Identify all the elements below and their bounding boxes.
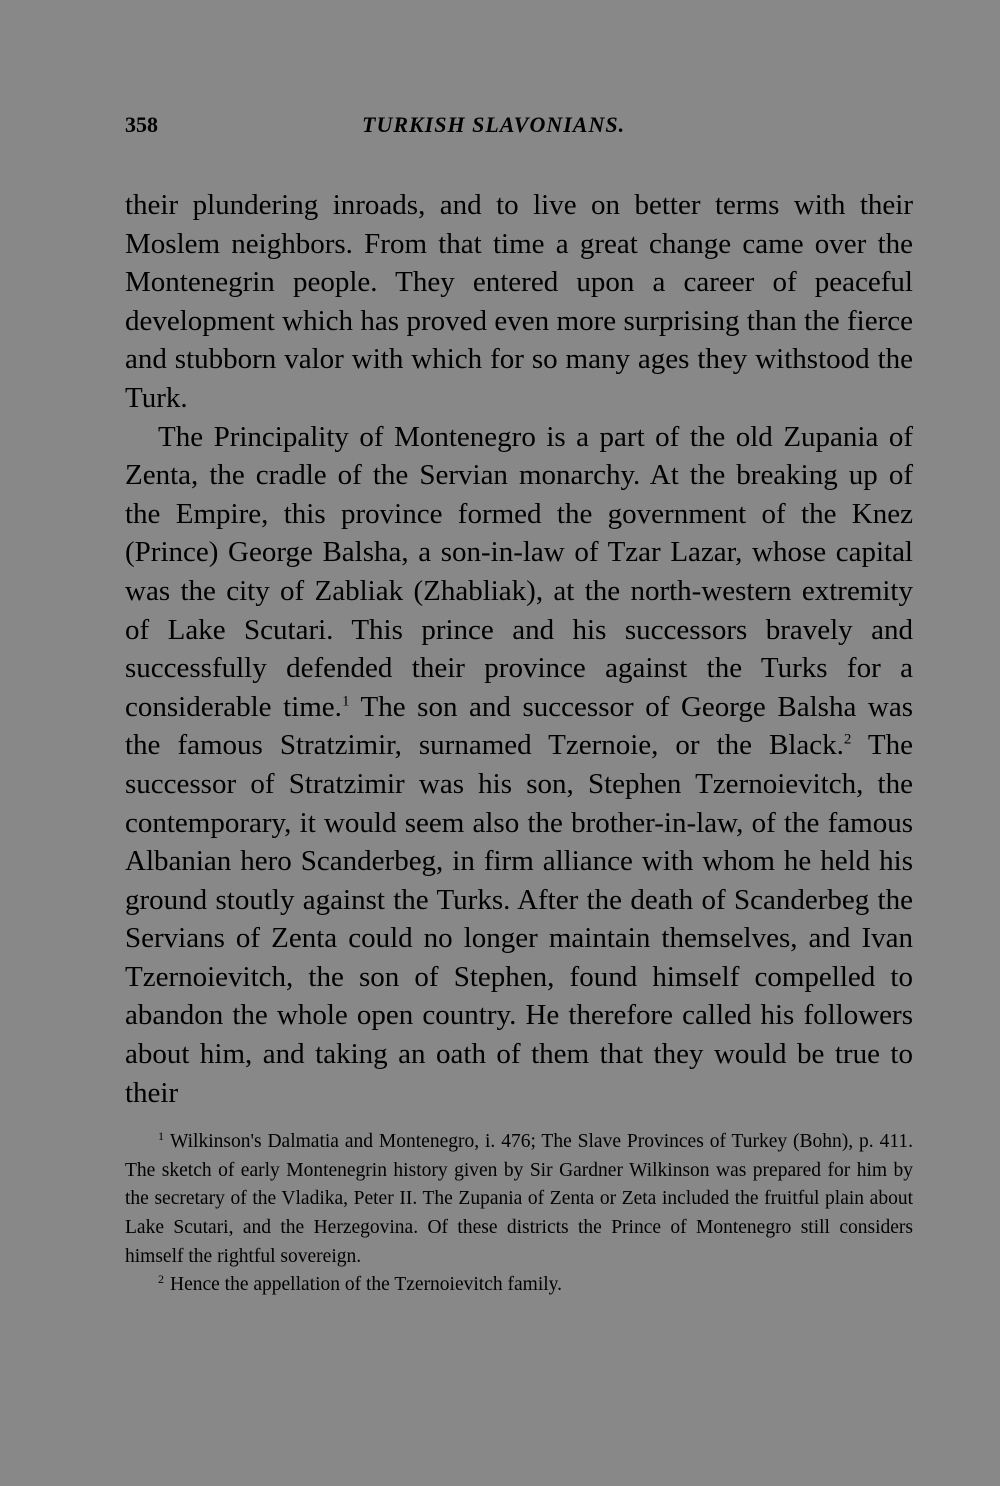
footnote-ref-1: 1: [341, 693, 350, 710]
running-title: TURKISH SLAVONIANS.: [362, 112, 626, 137]
paragraph-2: [125, 418, 913, 1113]
page-header: [125, 112, 913, 146]
footnote-2-mark: 2: [158, 1271, 164, 1286]
paragraph-2-part-2: The son and successor of George Balsha was the famous Stratzimir, surnamed Tzernoie, or the Black.: [125, 690, 913, 762]
footnote-1-mark: 1: [158, 1128, 164, 1143]
footnote-2: [125, 1271, 913, 1300]
paragraph-2-part-1: The Principality of Montenegro is a part of the old Zupania of Zenta, the cradle of the Servian monarchy. At the breaking up of the Empire, this province formed the government of the Knez (Prince) George Balsha, a son-in-law of Tzar Lazar, whose capital was the city of Zabliak (Zhabliak), at the north-western extremity of Lake Scutari. This prince and his successors bravely and successfully defended their province against the Turks for a considerable time.: [125, 420, 913, 723]
footnote-ref-2: 2: [843, 731, 852, 748]
footnote-1-text: Wilkinson's Dalmatia and Montenegro, i. 476; The Slave Provinces of Turkey (Bohn), p. 411. The sketch of early Montenegrin history given by Sir Gardner Wilkinson was prepared for him by the secretary of the Vladika, Peter II. The Zupania of Zenta or Zeta included the fruitful plain about Lake Scutari, and the Herzegovina. Of these districts the Prince of Montenegro still considers himself the rightful sovereign.: [125, 1131, 913, 1267]
footnote-1: [125, 1128, 913, 1271]
footnote-2-text: Hence the appellation of the Tzernoievitch family.: [170, 1274, 563, 1296]
footnotes: [125, 1128, 913, 1300]
body-text: [125, 186, 913, 1112]
book-page: [125, 112, 913, 1300]
paragraph-1: their plundering inroads, and to live on better terms with their Moslem neighbors. From that time a great change came over the Montenegrin people. They entered upon a career of peaceful development which has proved even more surprising than the fierce and stubborn valor with which for so many ages they withstood the Turk.: [125, 189, 913, 414]
paragraph-2-part-3: The successor of Stratzimir was his son, Stephen Tzernoievitch, the contemporary, it would seem also the brother-in-law, of the famous Albanian hero Scanderbeg, in firm alliance with whom he held his ground stoutly against the Turks. After the death of Scanderbeg the Servians of Zenta could no longer maintain themselves, and Ivan Tzernoievitch, the son of Stephen, found himself compelled to abandon the whole open country. He therefore called his followers about him, and taking an oath of them that they would be true to their: [125, 729, 913, 1109]
page-number: 358: [125, 112, 158, 137]
